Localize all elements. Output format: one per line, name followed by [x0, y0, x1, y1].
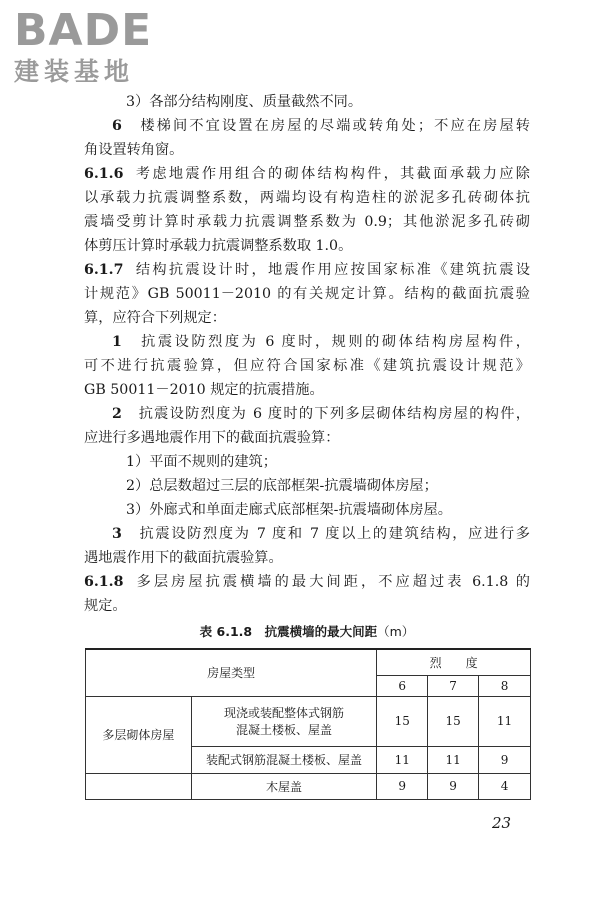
- page-number: 23: [492, 814, 512, 832]
- item-number: 3: [112, 526, 122, 542]
- paragraph-line: 体剪压计算时承载力抗震调整系数取 1.0。: [84, 238, 353, 254]
- paragraph-line: 应进行多遇地震作用下的截面抗震验算：: [84, 430, 340, 446]
- cell-value: 15: [377, 696, 428, 746]
- header-intensity-8: 8: [479, 675, 531, 696]
- paragraph-line: 2 抗震设防烈度为 6 度时的下列多层砌体结构房屋的构件，: [112, 406, 530, 422]
- paragraph-line: 遇地震作用下的截面抗震验算。: [84, 550, 283, 566]
- paragraph-line: 1）平面不规则的建筑；: [126, 454, 277, 470]
- cell-value: 4: [479, 773, 531, 799]
- row-label: 装配式钢筋混凝土楼板、屋盖: [191, 746, 377, 773]
- cell-value: 11: [377, 746, 428, 773]
- paragraph-line: 算，应符合下列规定：: [84, 310, 226, 326]
- paragraph-line: 6 楼梯间不宜设置在房屋的尽端或转角处；不应在房屋转: [112, 118, 530, 134]
- table-header-row: [86, 649, 531, 675]
- header-intensity-7: 7: [428, 675, 479, 696]
- group-label: 多层砌体房屋: [86, 696, 192, 773]
- cell-value: 11: [428, 746, 479, 773]
- spacing-table: [85, 648, 531, 800]
- paragraph-line: 3 抗震设防烈度为 7 度和 7 度以上的建筑结构，应进行多: [112, 526, 530, 542]
- item-number: 1: [112, 334, 122, 350]
- header-building-type: 房屋类型: [86, 649, 377, 696]
- table-row: [86, 773, 531, 799]
- cell-value: 9: [377, 773, 428, 799]
- cell-value: 11: [479, 696, 531, 746]
- paragraph-line: 以承载力抗震调整系数，两端均设有构造柱的淤泥多孔砖砌体抗: [84, 190, 530, 206]
- document-body: [84, 90, 530, 618]
- table-unit: （m）: [377, 624, 415, 639]
- paragraph-line: 3）外廊式和单面走廊式底部框架-抗震墙砌体房屋。: [126, 502, 452, 518]
- cell-value: 15: [428, 696, 479, 746]
- paragraph-line: 1 抗震设防烈度为 6 度时，规则的砌体结构房屋构件，: [112, 334, 530, 350]
- paragraph-line: GB 50011－2010 规定的抗震措施。: [84, 382, 324, 398]
- paragraph-line: 3）各部分结构刚度、质量截然不同。: [126, 94, 363, 110]
- paragraph-line: 6.1.7 结构抗震设计时，地震作用应按国家标准《建筑抗震设: [84, 262, 530, 278]
- paragraph-line: 6.1.6 考虑地震作用组合的砌体结构构件，其截面承载力应除: [84, 166, 530, 182]
- header-intensity-6: 6: [377, 675, 428, 696]
- table-row: [86, 696, 531, 746]
- row-label: 木屋盖: [191, 773, 377, 799]
- paragraph-line: 可不进行抗震验算，但应符合国家标准《建筑抗震设计规范》: [84, 358, 530, 374]
- group-label-empty: [86, 773, 192, 799]
- paragraph-line: 6.1.8 多层房屋抗震横墙的最大间距，不应超过表 6.1.8 的: [84, 574, 530, 590]
- paragraph-line: 2）总层数超过三层的底部框架-抗震墙砌体房屋；: [126, 478, 438, 494]
- paragraph-line: 计规范》GB 50011－2010 的有关规定计算。结构的截面抗震验: [84, 286, 530, 302]
- item-number: 2: [112, 406, 122, 422]
- row-label: 现浇或装配整体式钢筋 混凝土楼板、屋盖: [191, 696, 377, 746]
- paragraph-line: 规定。: [84, 598, 127, 614]
- item-number: 6: [112, 118, 122, 134]
- clause-number: 6.1.8: [84, 574, 124, 590]
- table-title: 表 6.1.8 抗震横墙的最大间距（m）: [199, 624, 415, 639]
- clause-number: 6.1.6: [84, 166, 124, 182]
- header-intensity: 烈 度: [377, 649, 531, 675]
- cell-value: 9: [428, 773, 479, 799]
- watermark-subtitle: 建装基地: [14, 57, 135, 86]
- cell-value: 9: [479, 746, 531, 773]
- clause-number: 6.1.7: [84, 262, 124, 278]
- watermark-logo: [14, 6, 184, 88]
- watermark-word: BADE: [14, 5, 153, 56]
- paragraph-line: 角设置转角窗。: [84, 142, 184, 158]
- paragraph-line: 震墙受剪计算时承载力抗震调整系数为 0.9；其他淤泥多孔砖砌: [84, 214, 530, 230]
